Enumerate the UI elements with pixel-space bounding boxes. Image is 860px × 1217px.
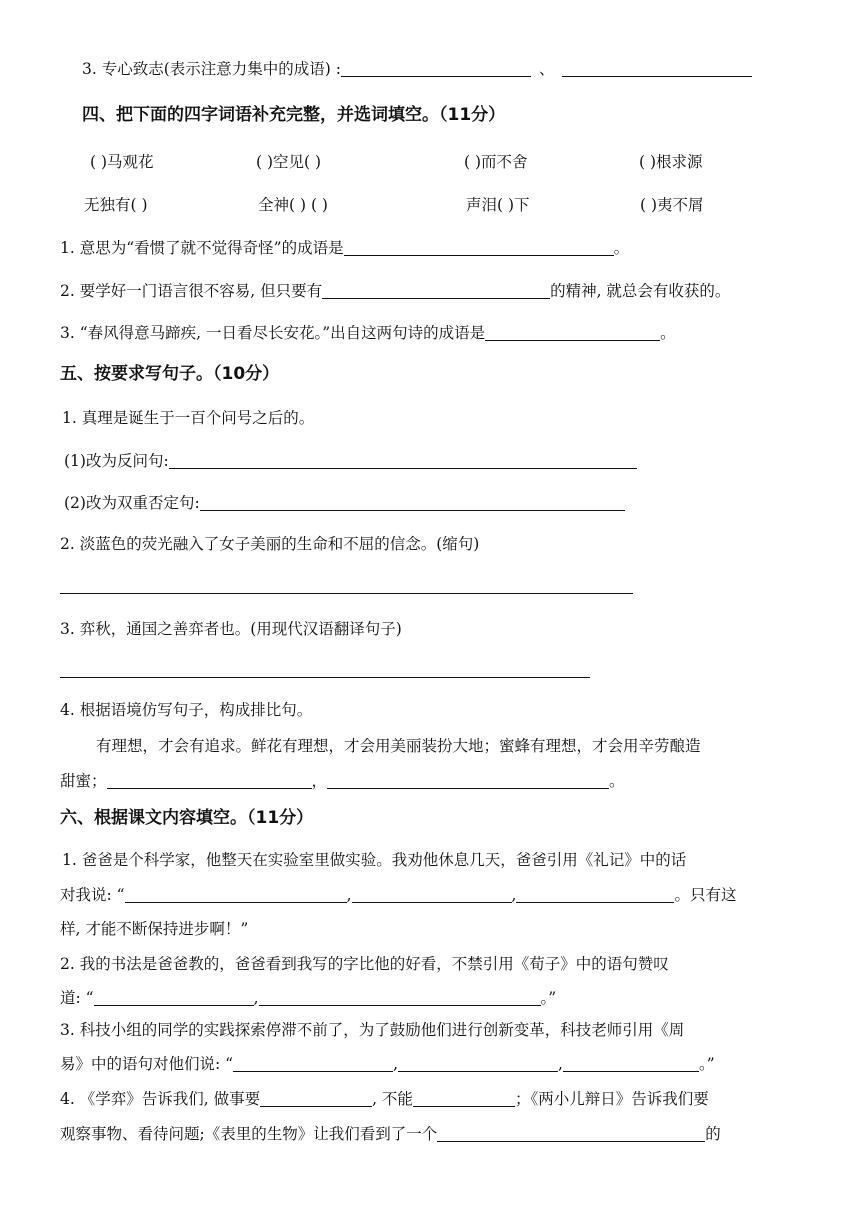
answer-line[interactable] (60, 593, 633, 594)
s4-question-1: 1. 意思为“看惯了就不觉得奇怪”的成语是 。 (60, 239, 630, 257)
idiom-row-1 (90, 152, 703, 172)
answer-blank[interactable] (94, 989, 254, 1006)
s6-question-2b: 道: “ , 。” (60, 989, 557, 1007)
s6-question-1a: 1. 爸爸是个科学家，他整天在实验室里做实验。我劝他休息几天，爸爸引用《礼记》中的话 (62, 851, 687, 869)
s6-question-3b: 易》中的语句对他们说: “ , , 。” (60, 1055, 715, 1073)
section-5-heading: 五、按要求写句子。（10分） (60, 364, 280, 384)
s5-question-1: 1. 真理是诞生于一百个问号之后的。 (62, 409, 315, 427)
answer-blank[interactable] (200, 494, 625, 511)
answer-blank[interactable] (341, 60, 531, 77)
idiom-item[interactable]: ( )空见( ) (256, 153, 322, 171)
s6-question-4b: 观察事物、看待问题;《表里的生物》让我们看到了一个 的 (60, 1125, 721, 1143)
answer-blank[interactable] (516, 886, 674, 903)
s5-question-3: 3. 弈秋，通国之善弈者也。(用现代汉语翻译句子) (60, 620, 402, 638)
s5-question-4-text: 有理想，才会有追求。鲜花有理想，才会用美丽装扮大地；蜜蜂有理想，才会用辛劳酿造 (96, 737, 701, 755)
s4-question-2: 2. 要学好一门语言很不容易, 但只要有 的精神, 就总会有收获的。 (60, 282, 731, 300)
answer-blank[interactable] (344, 239, 614, 256)
answer-blank[interactable] (413, 1090, 515, 1107)
section-4-heading: 四、把下面的四字词语补充完整，并选词填空。（11分） (82, 105, 506, 125)
idiom-item[interactable]: ( )根求源 (639, 153, 703, 171)
answer-blank[interactable] (169, 452, 637, 469)
answer-line[interactable] (60, 677, 590, 678)
idiom-row-2 (84, 195, 704, 215)
idiom-item[interactable]: 无独有( ) (84, 196, 148, 214)
answer-blank[interactable] (563, 1055, 699, 1072)
answer-blank[interactable] (107, 772, 312, 789)
answer-blank[interactable] (259, 989, 541, 1006)
s6-question-4a: 4. 《学弈》告诉我们, 做事要 , 不能 ；《两小儿辩日》告诉我们要 (60, 1090, 709, 1108)
answer-blank[interactable] (125, 886, 347, 903)
answer-blank[interactable] (352, 886, 512, 903)
idiom-item[interactable]: ( )而不舍 (464, 153, 528, 171)
idiom-item[interactable]: 声泪( )下 (466, 196, 530, 214)
answer-blank[interactable] (322, 282, 550, 299)
s6-question-1b: 对我说: “ , , 。只有这 (60, 886, 737, 904)
s6-question-3a: 3. 科技小组的同学的实践探索停滞不前了，为了鼓励他们进行创新变革，科技老师引用《周 (60, 1021, 685, 1039)
answer-blank[interactable] (260, 1090, 372, 1107)
section-6-heading: 六、根据课文内容填空。（11分） (60, 808, 314, 828)
answer-blank[interactable] (398, 1055, 558, 1072)
idiom-item[interactable]: ( )马观花 (90, 153, 154, 171)
answer-blank[interactable] (437, 1125, 705, 1142)
s5-question-4: 4. 根据语境仿写句子，构成排比句。 (60, 701, 313, 719)
answer-blank[interactable] (562, 60, 752, 77)
answer-blank[interactable] (485, 324, 660, 341)
s5-question-1a: (1)改为反问句: (64, 451, 637, 471)
s5-question-2: 2. 淡蓝色的荧光融入了女子美丽的生命和不屈的信念。(缩句) (60, 535, 480, 553)
s5-question-1b: (2)改为双重否定句: (64, 493, 625, 513)
s6-question-2a: 2. 我的书法是爸爸教的，爸爸看到我写的字比他的好看，不禁引用《荀子》中的语句赞叹 (60, 955, 669, 973)
idiom-item[interactable]: ( )夷不屑 (640, 196, 704, 214)
s6-question-1c: 样, 才能不断保持进步啊！” (60, 920, 249, 938)
idiom-item[interactable]: 全神( ) ( ) (258, 196, 328, 214)
question-3-idiom: 3. 专心致志(表示注意力集中的成语) : 、 (82, 59, 752, 79)
s5-question-4-answer: 甜蜜； ， 。 (60, 772, 625, 790)
s4-question-3: 3. “春风得意马蹄疾, 一日看尽长安花。”出自这两句诗的成语是 。 (60, 324, 676, 342)
answer-blank[interactable] (233, 1055, 393, 1072)
answer-blank[interactable] (327, 772, 609, 789)
